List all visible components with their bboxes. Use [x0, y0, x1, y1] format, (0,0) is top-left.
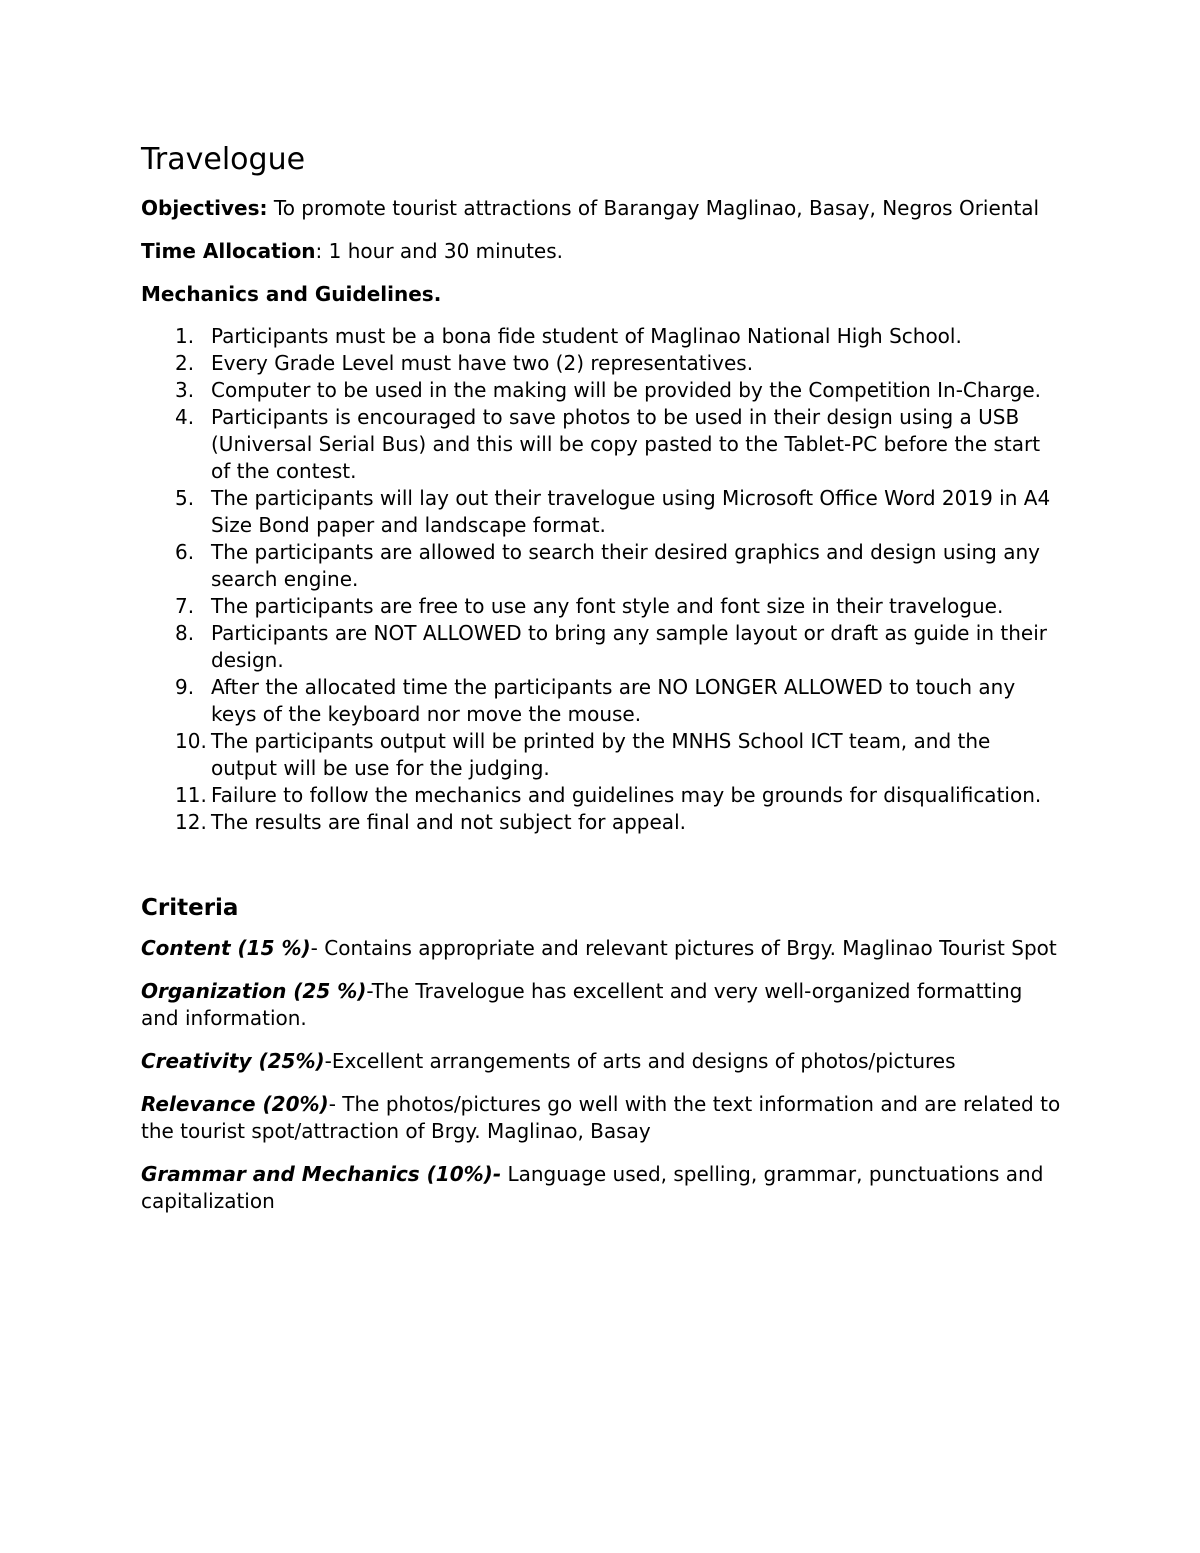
list-item: [141, 620, 1061, 674]
list-item: [141, 728, 1061, 782]
criteria-heading: Criteria: [141, 895, 239, 921]
list-item: [141, 539, 1061, 593]
objectives-label: Objectives:: [141, 196, 268, 220]
list-item: [141, 674, 1061, 728]
list-item-number: 8.: [175, 621, 195, 645]
criteria-item-text: Language used, spelling, grammar, punctuations and capitalization: [141, 1162, 1044, 1213]
list-item: [141, 377, 1061, 404]
list-item-text: After the allocated time the participants are NO LONGER ALLOWED to touch any keys of the keyboard nor move the mouse.: [211, 675, 1016, 726]
list-item-number: 7.: [175, 594, 195, 618]
list-item-text: The participants will lay out their travelogue using Microsoft Office Word 2019 in A4 Size Bond paper and landscape format.: [211, 486, 1051, 537]
objectives-text: To promote tourist attractions of Barangay Maglinao, Basay, Negros Oriental: [267, 196, 1040, 220]
criteria-item: [141, 1048, 1061, 1075]
mechanics-list: [141, 323, 1061, 836]
list-item-text: Computer to be used in the making will be provided by the Competition In-Charge.: [211, 378, 1042, 402]
list-item-number: 11.: [175, 783, 207, 807]
criteria-item-text: - The photos/pictures go well with the text information and are related to the tourist spot/attraction of Brgy. Maglinao, Basay: [141, 1092, 1061, 1143]
list-item: [141, 809, 1061, 836]
list-item-number: 12.: [175, 810, 207, 834]
list-item-number: 5.: [175, 486, 195, 510]
list-item-number: 4.: [175, 405, 195, 429]
criteria-item: [141, 1091, 1061, 1145]
list-item-number: 6.: [175, 540, 195, 564]
list-item: [141, 782, 1061, 809]
criteria-item: [141, 978, 1061, 1032]
document-title: Travelogue: [141, 142, 306, 177]
criteria-item-name: Creativity (25%): [141, 1049, 325, 1073]
list-item: [141, 485, 1061, 539]
list-item: [141, 323, 1061, 350]
criteria-item-text: -Excellent arrangements of arts and designs of photos/pictures: [324, 1049, 956, 1073]
list-item-text: Participants must be a bona fide student of Maglinao National High School.: [211, 324, 962, 348]
list-item-number: 1.: [175, 324, 195, 348]
time-allocation-paragraph: [141, 238, 1061, 265]
list-item-text: The participants are allowed to search their desired graphics and design using any search engine.: [211, 540, 1040, 591]
list-item-text: Participants are NOT ALLOWED to bring any sample layout or draft as guide in their design.: [211, 621, 1047, 672]
list-item: [141, 593, 1061, 620]
list-item-text: The results are final and not subject for appeal.: [211, 810, 686, 834]
mechanics-heading: Mechanics and Guidelines.: [141, 282, 442, 306]
criteria-item-name: Organization (25 %): [141, 979, 367, 1003]
list-item-text: Failure to follow the mechanics and guidelines may be grounds for disqualification.: [211, 783, 1042, 807]
list-item: [141, 350, 1061, 377]
list-item-text: Participants is encouraged to save photos to be used in their design using a USB (Universal Serial Bus) and this will be copy pasted to the Tablet-PC before the start of the contest.: [211, 405, 1041, 483]
list-item-number: 10.: [175, 729, 207, 753]
document-page: [141, 142, 1061, 1231]
criteria-item-name: Content (15 %): [141, 936, 311, 960]
list-item-number: 2.: [175, 351, 195, 375]
criteria-item: [141, 1161, 1061, 1215]
list-item-text: Every Grade Level must have two (2) representatives.: [211, 351, 754, 375]
list-item-number: 3.: [175, 378, 195, 402]
criteria-item: [141, 935, 1061, 962]
list-item: [141, 404, 1061, 485]
criteria-item-text: -The Travelogue has excellent and very well-organized formatting and information.: [141, 979, 1023, 1030]
criteria-item-text: - Contains appropriate and relevant pictures of Brgy. Maglinao Tourist Spot: [310, 936, 1057, 960]
time-allocation-label: Time Allocation: [141, 239, 316, 263]
criteria-item-name: Relevance (20%): [141, 1092, 329, 1116]
list-item-text: The participants output will be printed by the MNHS School ICT team, and the output will be use for the judging.: [211, 729, 991, 780]
list-item-text: The participants are free to use any font style and font size in their travelogue.: [211, 594, 1004, 618]
list-item-number: 9.: [175, 675, 195, 699]
time-allocation-text: : 1 hour and 30 minutes.: [315, 239, 563, 263]
criteria-item-name: Grammar and Mechanics (10%)-: [141, 1162, 502, 1186]
objectives-paragraph: [141, 195, 1061, 222]
